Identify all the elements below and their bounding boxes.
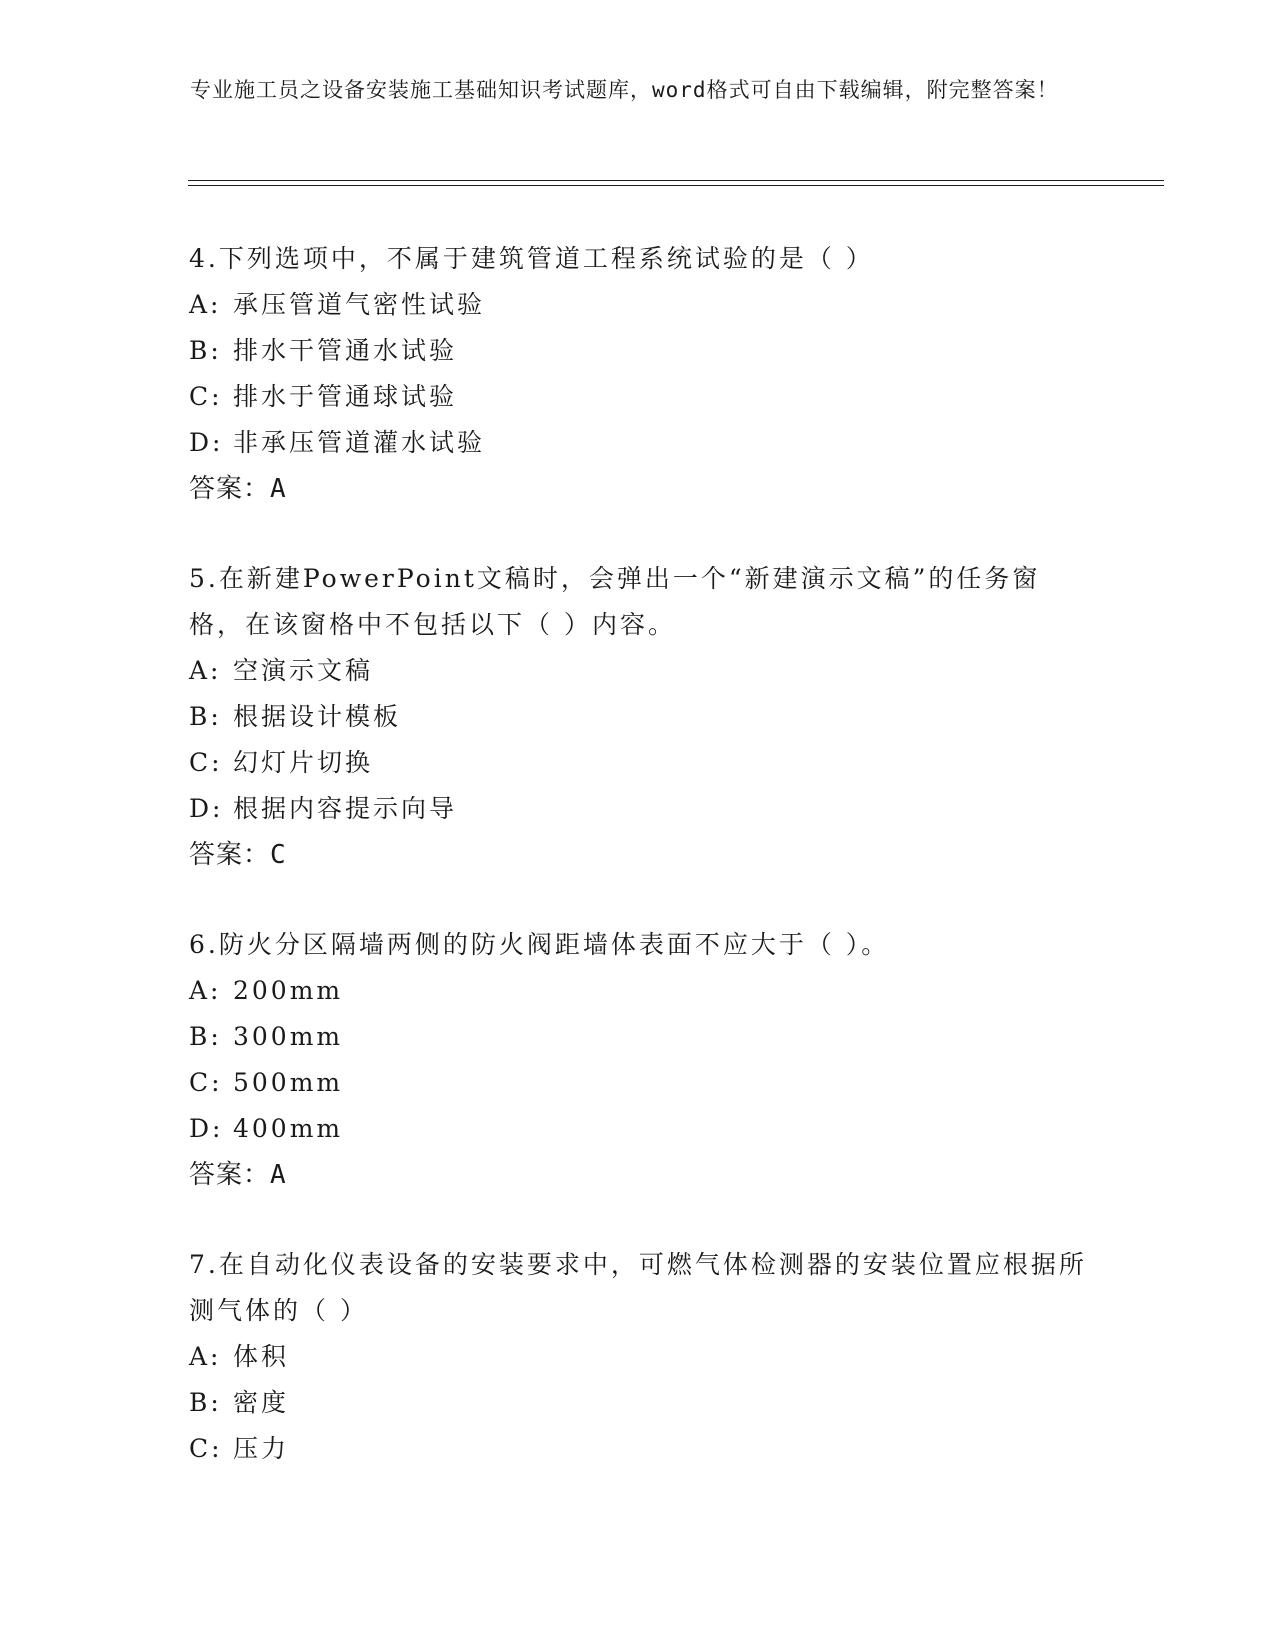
header-divider-top bbox=[188, 180, 1164, 181]
option-a bbox=[189, 282, 1089, 328]
option-b bbox=[189, 1380, 1089, 1426]
option-text: 体积 bbox=[233, 1342, 290, 1371]
option-text: 幻灯片切换 bbox=[233, 748, 374, 777]
answer-line: 答案：C bbox=[189, 840, 287, 870]
option-b bbox=[189, 1014, 1089, 1060]
question-stem: 5.在新建PowerPoint文稿时，会弹出一个“新建演示文稿”的任务窗格，在该窗格中不包括以下（ ）内容。 bbox=[189, 564, 1041, 639]
option-c bbox=[189, 1060, 1089, 1106]
option-b bbox=[189, 694, 1089, 740]
option-d bbox=[189, 420, 1089, 466]
option-key: D: bbox=[189, 1114, 224, 1143]
question-stem: 7.在自动化仪表设备的安装要求中，可燃气体检测器的安装位置应根据所测气体的（ ） bbox=[189, 1250, 1087, 1325]
option-key: D: bbox=[189, 428, 224, 457]
option-text: 200mm bbox=[233, 976, 344, 1005]
question-stem: 4.下列选项中，不属于建筑管道工程系统试验的是（ ） bbox=[189, 244, 874, 273]
option-key: C: bbox=[189, 748, 223, 777]
option-key: A: bbox=[189, 1342, 222, 1371]
question-stem: 6.防火分区隔墙两侧的防火阀距墙体表面不应大于（ ）。 bbox=[189, 930, 890, 959]
option-a bbox=[189, 1334, 1089, 1380]
question-list bbox=[189, 236, 1089, 1516]
option-key: C: bbox=[189, 382, 223, 411]
option-key: B: bbox=[189, 1022, 222, 1051]
option-a bbox=[189, 648, 1089, 694]
option-text: 压力 bbox=[233, 1434, 290, 1463]
option-text: 承压管道气密性试验 bbox=[233, 290, 486, 319]
option-key: A: bbox=[189, 656, 222, 685]
option-text: 非承压管道灌水试验 bbox=[233, 428, 486, 457]
answer-line: 答案：A bbox=[189, 474, 287, 504]
option-key: B: bbox=[189, 702, 222, 731]
option-c bbox=[189, 1426, 1089, 1472]
header-divider-bottom bbox=[188, 185, 1164, 186]
option-b bbox=[189, 328, 1089, 374]
option-d bbox=[189, 786, 1089, 832]
question-item bbox=[189, 922, 1089, 1198]
option-key: B: bbox=[189, 336, 222, 365]
question-item bbox=[189, 556, 1089, 878]
option-key: C: bbox=[189, 1434, 223, 1463]
option-text: 密度 bbox=[233, 1388, 290, 1417]
option-text: 空演示文稿 bbox=[233, 656, 374, 685]
option-a bbox=[189, 968, 1089, 1014]
option-key: C: bbox=[189, 1068, 223, 1097]
option-key: B: bbox=[189, 1388, 222, 1417]
option-d bbox=[189, 1106, 1089, 1152]
option-c bbox=[189, 374, 1089, 420]
question-item bbox=[189, 1242, 1089, 1472]
option-text: 根据内容提示向导 bbox=[233, 794, 458, 823]
option-text: 500mm bbox=[233, 1068, 344, 1097]
option-text: 300mm bbox=[233, 1022, 344, 1051]
option-c bbox=[189, 740, 1089, 786]
option-text: 排水于管通球试验 bbox=[233, 382, 458, 411]
option-text: 排水干管通水试验 bbox=[233, 336, 458, 365]
option-text: 根据设计模板 bbox=[233, 702, 402, 731]
option-key: A: bbox=[189, 290, 222, 319]
question-item bbox=[189, 236, 1089, 512]
answer-line: 答案：A bbox=[189, 1160, 287, 1190]
option-key: D: bbox=[189, 794, 224, 823]
option-key: A: bbox=[189, 976, 222, 1005]
option-text: 400mm bbox=[233, 1114, 344, 1143]
document-header: 专业施工员之设备安装施工基础知识考试题库，word格式可自由下载编辑，附完整答案！ bbox=[190, 78, 1059, 102]
